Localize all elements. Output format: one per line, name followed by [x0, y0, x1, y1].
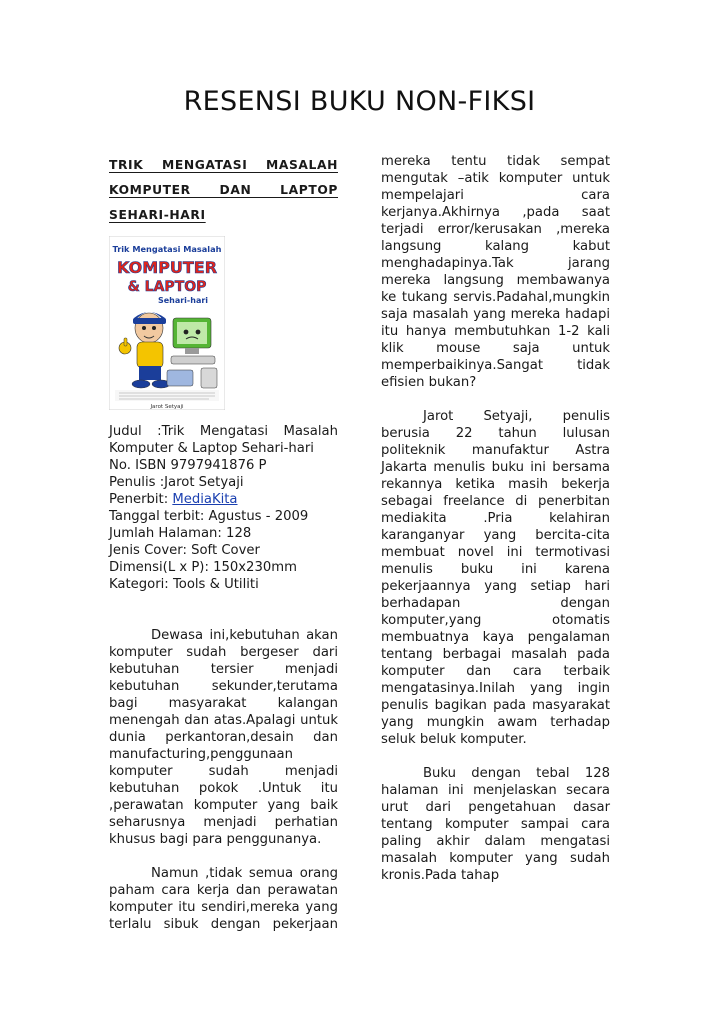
book-metadata [109, 423, 338, 593]
cover-title-main-2: & LAPTOP [127, 279, 207, 295]
meta-penulis: Penulis :Jarot Setyaji [109, 475, 244, 490]
book-heading: TRIK MENGATASI MASALAH KOMPUTER DAN LAPTOP SEHARI-HARI [109, 158, 338, 222]
meta-halaman: Jumlah Halaman: 128 [109, 526, 252, 541]
paragraph-2-continued: mereka tentu tidak sempat mengutak –atik komputer untuk mempelajari cara kerjanya.Akhirnya ,pada saat terjadi error/kerusakan ,mereka langsung kalang kabut menghadapinya.Tak jarang mereka langsung membawanya ke tukang servis.Padahal,mungkin saja masalah yang mereka hadapi itu hanya membutuhkan 1-2 kali klik mouse saja untuk memperbaikinya.Sangat tidak efisien bukan? [381, 154, 610, 390]
cover-title-main-1: KOMPUTER [116, 258, 218, 277]
meta-judul: Judul :Trik Mengatasi Masalah Komputer & Laptop Sehari-hari [109, 424, 338, 456]
book-cover-image [109, 236, 225, 410]
paragraph-2: Namun ,tidak semua orang paham cara kerja dan perawatan komputer itu sendiri,mereka yang terlalu sibuk dengan pekerjaan [109, 866, 338, 932]
meta-tanggal: Tanggal terbit: Agustus - 2009 [109, 509, 309, 524]
paragraph-3: Jarot Setyaji, penulis berusia 22 tahun lulusan politeknik manufaktur Astra Jakarta menulis buku ini bersama rekannya ketika masih bekerja sebagai freelance di penerbitan mediakita .Pria kelahiran karanganyar yang bercita-cita membuat novel ini termotivasi menulis buku ini karena pekerjaannya yang setiap hari berhadapan dengan komputer,yang otomatis membuatnya kaya pengalaman tentang berbagai masalah pada komputer dan cara terbaik mengatasinya.Inilah yang ingin penulis bagikan pada masyarakat yang mungkin awam terhadap seluk beluk komputer. [381, 409, 610, 747]
cover-title-top: Trik Mengatasi Masalah [112, 244, 222, 254]
meta-penerbit [109, 491, 338, 508]
meta-isbn: No. ISBN 9797941876 P [109, 458, 267, 473]
meta-dimensi: Dimensi(L x P): 150x230mm [109, 560, 297, 575]
meta-penerbit-label: Penerbit: [109, 492, 173, 507]
penerbit-link[interactable]: MediaKita [172, 492, 238, 507]
cover-author: Jarot Setyaji [150, 404, 184, 410]
paragraph-1: Dewasa ini,kebutuhan akan komputer sudah bergeser dari kebutuhan tersier menjadi kebutuhan sekunder,terutama bagi masyarakat kalangan menengah dan atas.Apalagi untuk dunia perkantoran,desain dan manufacturing,penggunaan komputer sudah menjadi kebutuhan pokok .Untuk itu ,perawatan komputer yang baik seharusnya menjadi perhatian khusus bagi para penggunanya. [109, 628, 338, 847]
page-title: RESENSI BUKU NON-FIKSI [183, 86, 536, 117]
cover-title-sub: Sehari-hari [157, 296, 209, 305]
meta-kategori: Kategori: Tools & Utiliti [109, 577, 259, 592]
meta-cover: Jenis Cover: Soft Cover [109, 543, 260, 558]
paragraph-4: Buku dengan tebal 128 halaman ini menjelaskan secara urut dari pengetahuan dasar tentang komputer sampai cara paling akhir dalam mengatasi masalah komputer yang sudah kronis.Pada tahap [381, 766, 610, 883]
right-column [381, 153, 610, 884]
left-column [109, 153, 338, 933]
